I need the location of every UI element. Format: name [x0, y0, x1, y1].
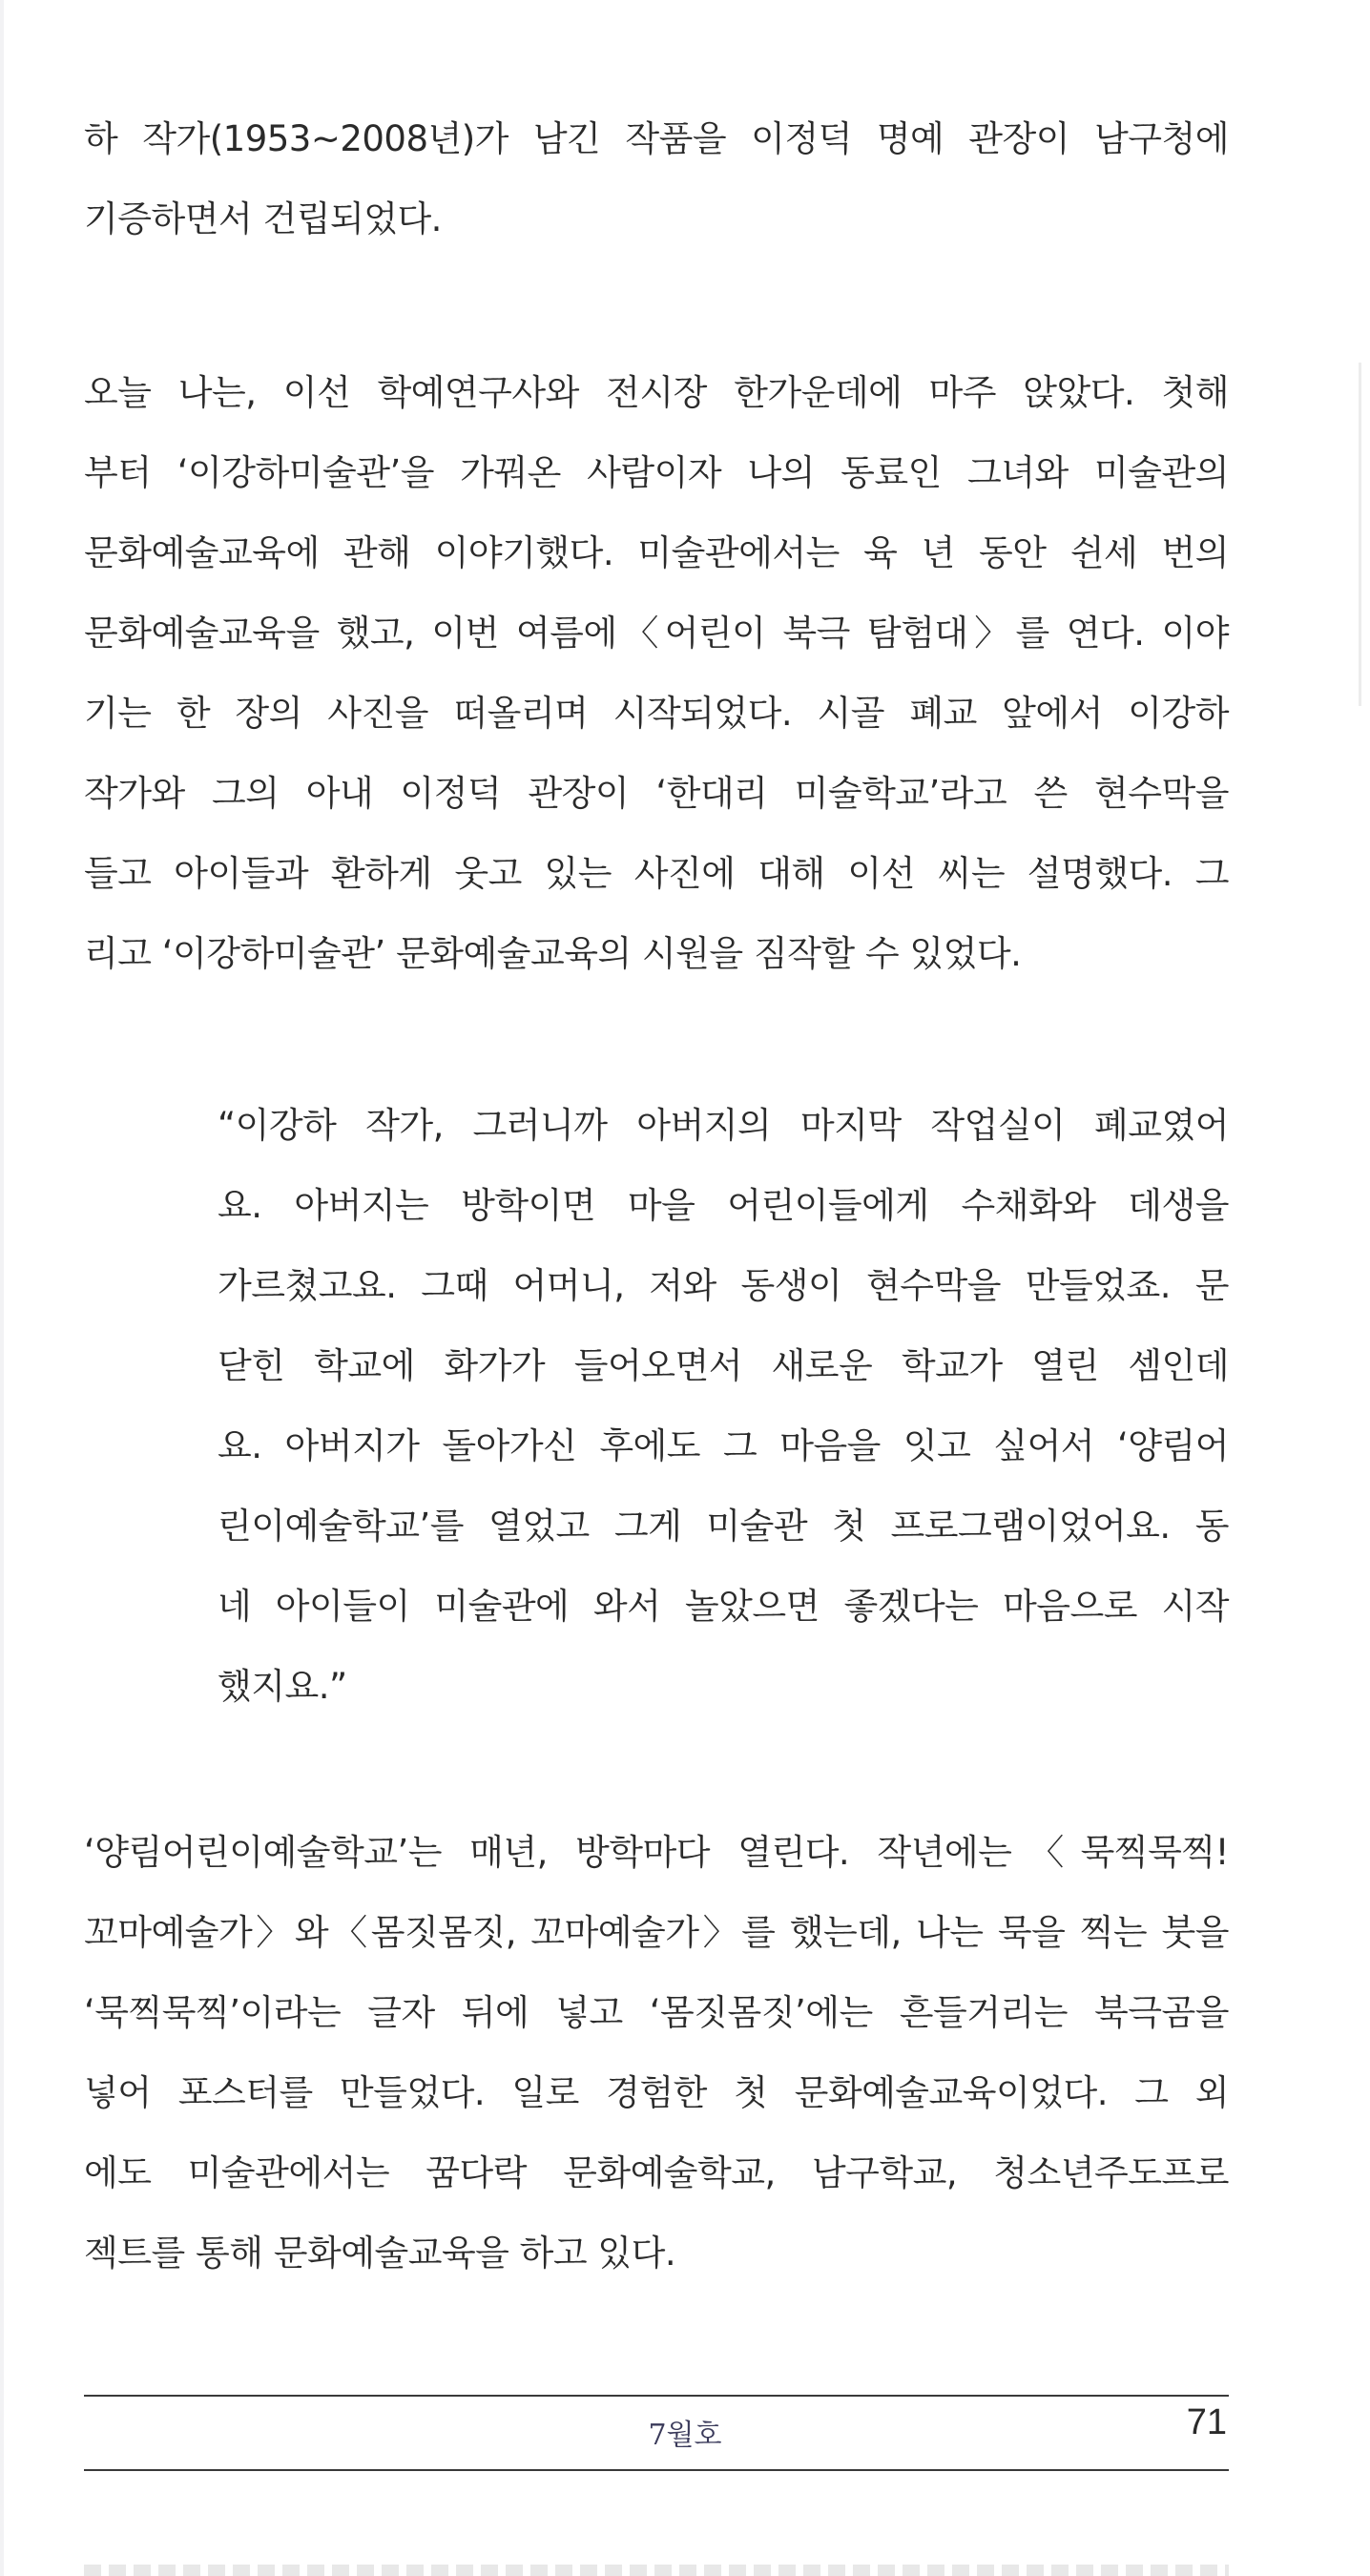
- quote-line: 가르쳤고요. 그때 어머니, 저와 동생이 현수막을 만들었죠. 문: [218, 1265, 1229, 1306]
- footer-bottom-rule: [84, 2469, 1229, 2471]
- text-line: 부터 ‘이강하미술관’을 가꿔온 사람이자 나의 동료인 그녀와 미술관의: [84, 452, 1229, 493]
- text-line: 문화예술교육을 했고, 이번 여름에〈어린이 북극 탐험대〉를 연다. 이야: [84, 613, 1229, 654]
- text-line: 에도 미술관에서는 꿈다락 문화예술학교, 남구학교, 청소년주도프로: [84, 2152, 1229, 2193]
- paragraph-2: [84, 353, 1229, 994]
- text-line: 작가와 그의 아내 이정덕 관장이 ‘한대리 미술학교’라고 쓴 현수막을: [84, 773, 1229, 814]
- paragraph-1: [84, 99, 1229, 260]
- next-page-bleed: [84, 2565, 1229, 2576]
- quote-line: 요. 아버지는 방학이면 마을 어린이들에게 수채화와 데생을: [218, 1185, 1229, 1226]
- quote-line: 요. 아버지가 돌아가신 후에도 그 마음을 잇고 싶어서 ‘양림어: [218, 1425, 1229, 1466]
- text-line: 꼬마예술가〉와〈몸짓몸짓, 꼬마예술가〉를 했는데, 나는 묵을 찍는 붓을: [84, 1912, 1229, 1953]
- page-number: 71: [1186, 2402, 1227, 2442]
- quote-line: 했지요.”: [218, 1666, 347, 1707]
- block-quote: [218, 1086, 1229, 1727]
- scan-edge: [0, 0, 4, 2576]
- text-line: 젝트를 통해 문화예술교육을 하고 있다.: [84, 2233, 676, 2274]
- quote-line: 네 아이들이 미술관에 와서 놀았으면 좋겠다는 마음으로 시작: [218, 1586, 1229, 1627]
- quote-line: 린이예술학교’를 열었고 그게 미술관 첫 프로그램이었어요. 동: [218, 1506, 1229, 1547]
- text-line: ‘양림어린이예술학교’는 매년, 방학마다 열린다. 작년에는〈묵찍묵찍!: [84, 1832, 1229, 1873]
- quote-line: 닫힌 학교에 화가가 들어오면서 새로운 학교가 열린 셈인데: [218, 1345, 1229, 1386]
- paragraph-3: [84, 1813, 1229, 2294]
- scan-mark: [1359, 363, 1361, 706]
- text-line: 문화예술교육에 관해 이야기했다. 미술관에서는 육 년 동안 쉰세 번의: [84, 532, 1229, 573]
- text-line: 들고 아이들과 환하게 웃고 있는 사진에 대해 이선 씨는 설명했다. 그: [84, 853, 1229, 894]
- text-line: 하 작가(1953~2008년)가 남긴 작품을 이정덕 명예 관장이 남구청에: [84, 118, 1229, 159]
- footer-top-rule: [84, 2395, 1229, 2397]
- text-line: 기는 한 장의 사진을 떠올리며 시작되었다. 시골 폐교 앞에서 이강하: [84, 693, 1229, 734]
- text-line: 오늘 나는, 이선 학예연구사와 전시장 한가운데에 마주 앉았다. 첫해: [84, 372, 1229, 413]
- text-line: 넣어 포스터를 만들었다. 일로 경험한 첫 문화예술교육이었다. 그 외: [84, 2072, 1229, 2113]
- text-line: ‘묵찍묵찍’이라는 글자 뒤에 넣고 ‘몸짓몸짓’에는 흔들거리는 북극곰을: [84, 1992, 1229, 2033]
- text-line: 기증하면서 건립되었다.: [84, 198, 442, 239]
- footer-issue-label: 7월호: [648, 2419, 722, 2452]
- quote-line: “이강하 작가, 그러니까 아버지의 마지막 작업실이 폐교였어: [218, 1105, 1229, 1146]
- text-line: 리고 ‘이강하미술관’ 문화예술교육의 시원을 짐작할 수 있었다.: [84, 933, 1022, 974]
